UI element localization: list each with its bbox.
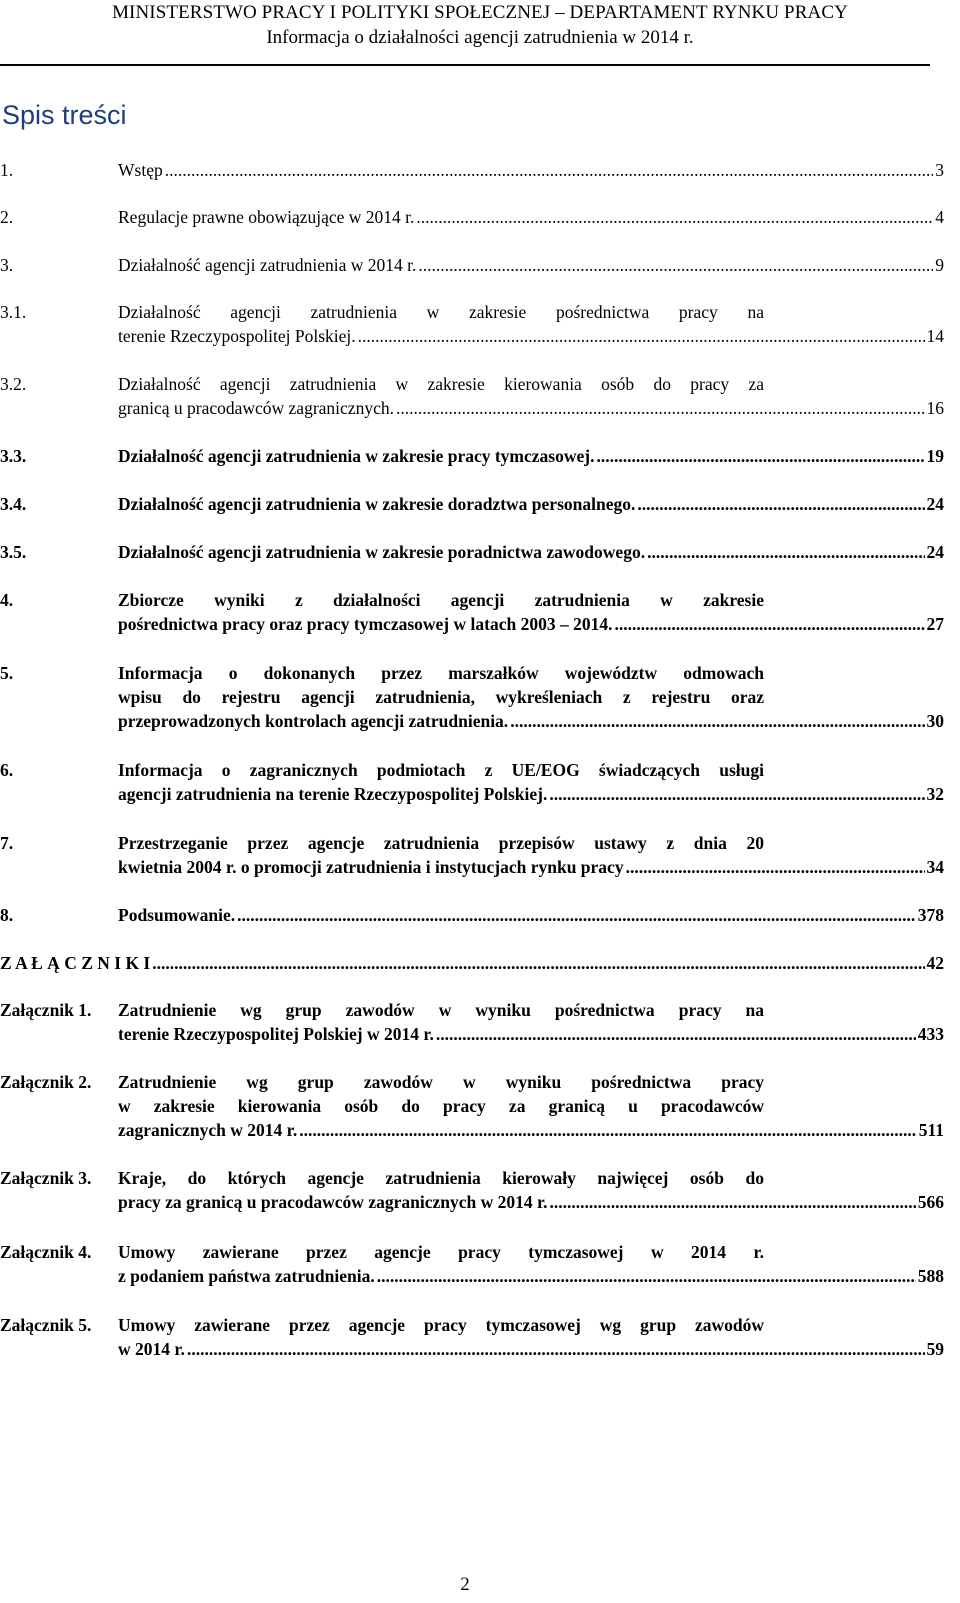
dot-leader	[418, 253, 933, 277]
toc-entry-title: zagranicznych w 2014 r.	[118, 1120, 298, 1140]
toc-entry-page: 27	[926, 614, 944, 634]
toc-entry-text-line: Kraje, do których agencje zatrudnienia kierowały najwięcej osób do	[118, 1168, 764, 1188]
dot-leader	[237, 903, 916, 927]
toc-entry-page: 4	[935, 207, 944, 227]
toc-entry-number: Załącznik 4.	[0, 1242, 92, 1262]
toc-entry-number: 2.	[0, 207, 14, 227]
toc-entry-number: Załącznik 1.	[0, 1000, 92, 1020]
toc-entry-title: pośrednictwa pracy oraz pracy tymczasowej w latach 2003 – 2014.	[118, 614, 613, 634]
toc-entry-title: agencji zatrudnienia na terenie Rzeczypospolitej Polskiej.	[118, 784, 548, 804]
toc-entry-number: Załącznik 2.	[0, 1072, 92, 1092]
toc-title: Spis treści	[2, 100, 127, 130]
toc-entry-text-line: w zakresie kierowania osób do pracy za granicą u pracodawców	[118, 1096, 764, 1116]
dot-leader	[165, 158, 934, 182]
toc-entry-page: 24	[926, 542, 944, 562]
toc-entry-text-line: Zatrudnienie wg grup zawodów w wyniku pośrednictwa pracy na	[118, 1000, 764, 1020]
dot-leader	[436, 1022, 916, 1046]
dot-leader	[152, 951, 924, 975]
dot-leader	[626, 855, 925, 879]
toc-entry-title: Działalność agencji zatrudnienia w zakresie poradnictwa zawodowego.	[118, 542, 646, 562]
toc-entry-number: 5.	[0, 663, 14, 683]
dot-leader	[396, 396, 925, 420]
toc-entry-number: Załącznik 3.	[0, 1168, 92, 1188]
toc-entry-page: 42	[926, 953, 944, 973]
toc-entry-text-line: Działalność agencji zatrudnienia w zakresie kierowania osób do pracy za	[118, 374, 764, 394]
toc-entry-text-line: Działalność agencji zatrudnienia w zakresie pośrednictwa pracy na	[118, 302, 764, 322]
toc-entry-title: pracy za granicą u pracodawców zagranicznych w 2014 r.	[118, 1192, 548, 1212]
toc-entry-number: 4.	[0, 590, 14, 610]
toc-entry-page: 59	[926, 1339, 944, 1359]
toc-entry-title: terenie Rzeczypospolitej Polskiej w 2014 r.	[118, 1024, 434, 1044]
toc-entry-text-line: Zatrudnienie wg grup zawodów w wyniku pośrednictwa pracy	[118, 1072, 764, 1092]
dot-leader	[510, 709, 924, 733]
toc-entry-number: 8.	[0, 905, 14, 925]
header-subtitle: Informacja o działalności agencji zatrudnienia w 2014 r.	[266, 27, 694, 48]
toc-entry-title: terenie Rzeczypospolitej Polskiej.	[118, 326, 356, 346]
toc-entry-title: Działalność agencji zatrudnienia w 2014 r.	[118, 255, 417, 275]
toc-entry-title: Działalność agencji zatrudnienia w zakresie doradztwa personalnego.	[118, 494, 636, 514]
toc-entry-page: 378	[917, 905, 944, 925]
toc-entry-title: Wstęp	[118, 160, 163, 180]
toc-entry-title: kwietnia 2004 r. o promocji zatrudnienia i instytucjach rynku pracy	[118, 857, 624, 877]
toc-entry-text-line: Informacja o dokonanych przez marszałków województw odmowach	[118, 663, 764, 683]
toc-entry-title: z podaniem państwa zatrudnienia.	[118, 1266, 375, 1286]
toc-entry-title: w 2014 r.	[118, 1339, 185, 1359]
dot-leader	[647, 540, 924, 564]
dot-leader	[596, 444, 924, 468]
toc-entry-page: 30	[926, 711, 944, 731]
toc-entry-text-line: wpisu do rejestru agencji zatrudnienia, wykreśleniach z rejestru oraz	[118, 687, 764, 707]
dot-leader	[187, 1337, 925, 1361]
toc-entry-number: Załącznik 5.	[0, 1315, 92, 1335]
toc-entry-page: 9	[935, 255, 944, 275]
dot-leader	[637, 492, 924, 516]
dot-leader	[614, 612, 924, 636]
toc-entry-text-line: Przestrzeganie przez agencje zatrudnienia przepisów ustawy z dnia 20	[118, 833, 764, 853]
toc-entry-number: 3.4.	[0, 494, 27, 514]
header-ministry: MINISTERSTWO PRACY I POLITYKI SPOŁECZNEJ – DEPARTAMENT RYNKU PRACY	[112, 2, 848, 23]
toc-entry-title: Z A Ł Ą C Z N I K I	[0, 953, 151, 973]
dot-leader	[377, 1264, 916, 1288]
toc-entry-page: 19	[926, 446, 944, 466]
toc-entry-title: Podsumowanie.	[118, 905, 236, 925]
dot-leader	[416, 205, 933, 229]
toc-entry-number: 3.3.	[0, 446, 27, 466]
toc-entry-text-line: Umowy zawierane przez agencje pracy tymczasowej w 2014 r.	[118, 1242, 764, 1262]
toc-entry-page: 566	[917, 1192, 944, 1212]
toc-entry-page: 34	[926, 857, 944, 877]
toc-entry-number: 3.1.	[0, 302, 27, 322]
toc-entry-number: 7.	[0, 833, 14, 853]
toc-entry-title: przeprowadzonych kontrolach agencji zatrudnienia.	[118, 711, 509, 731]
toc-entry-text-line: Zbiorcze wyniki z działalności agencji zatrudnienia w zakresie	[118, 590, 764, 610]
toc-entry-title: Działalność agencji zatrudnienia w zakresie pracy tymczasowej.	[118, 446, 595, 466]
toc-entry-page: 3	[935, 160, 944, 180]
toc-entry-page: 588	[917, 1266, 944, 1286]
toc-entry-number: 3.5.	[0, 542, 27, 562]
dot-leader	[299, 1118, 917, 1142]
header-rule	[0, 64, 930, 66]
page-number: 2	[460, 1574, 470, 1595]
toc-entry-title: granicą u pracodawców zagranicznych.	[118, 398, 394, 418]
dot-leader	[549, 782, 924, 806]
toc-entry-title: Regulacje prawne obowiązujące w 2014 r.	[118, 207, 415, 227]
toc-entry-text-line: Informacja o zagranicznych podmiotach z UE/EOG świadczących usługi	[118, 760, 764, 780]
dot-leader	[550, 1190, 916, 1214]
dot-leader	[358, 324, 925, 348]
toc-entry-text-line: Umowy zawierane przez agencje pracy tymczasowej wg grup zawodów	[118, 1315, 764, 1335]
toc-entry-page: 14	[926, 326, 944, 346]
toc-entry-number: 1.	[0, 160, 14, 180]
toc-entry-page: 511	[918, 1120, 944, 1140]
toc-entry-number: 3.	[0, 255, 14, 275]
toc-entry-number: 3.2.	[0, 374, 27, 394]
toc-entry-number: 6.	[0, 760, 14, 780]
toc-entry-page: 433	[917, 1024, 944, 1044]
toc-entry-page: 16	[926, 398, 944, 418]
toc-entry-page: 32	[926, 784, 944, 804]
toc-entry-page: 24	[926, 494, 944, 514]
